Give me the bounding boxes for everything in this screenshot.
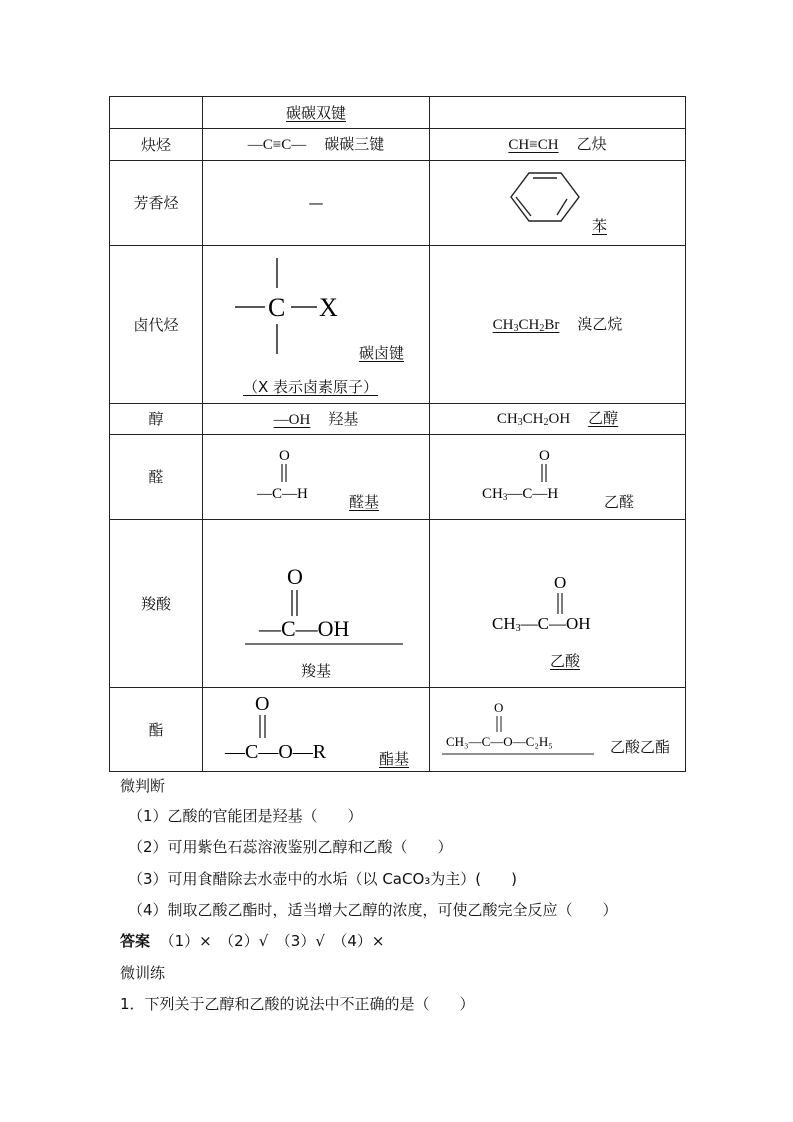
table-row bbox=[110, 246, 686, 404]
acetaldehyde-structure bbox=[430, 435, 685, 519]
example-name: 乙酸 bbox=[550, 652, 581, 670]
answer-label: 答案 bbox=[120, 932, 151, 950]
judge-item-1: （1）乙酸的官能团是羟基（ ） bbox=[128, 807, 363, 825]
example-cell bbox=[430, 246, 686, 404]
oxygen-atom: O bbox=[279, 448, 290, 464]
example-name: 苯 bbox=[592, 217, 608, 235]
example-cell bbox=[430, 688, 686, 772]
table-row bbox=[110, 688, 686, 772]
table-row bbox=[110, 129, 686, 161]
practice-heading: 微训练 bbox=[120, 964, 166, 982]
table-row bbox=[110, 161, 686, 246]
functional-group-table bbox=[109, 96, 686, 772]
practice-question: 1．下列关于乙醇和乙酸的说法中不正确的是（ ） bbox=[120, 995, 475, 1013]
group-cell bbox=[203, 520, 430, 688]
example-cell bbox=[430, 404, 686, 435]
ethyl-acetate-structure bbox=[430, 688, 685, 771]
class-cell: 炔烃 bbox=[110, 129, 203, 161]
judge-item-4: （4）制取乙酸乙酯时，适当增大乙醇的浓度，可使乙酸完全反应（ ） bbox=[128, 901, 618, 919]
group-formula: —OH bbox=[273, 411, 311, 428]
carbon-atom: C bbox=[268, 293, 286, 322]
class-cell: 卤代烃 bbox=[110, 246, 203, 404]
class-cell: 酯 bbox=[110, 688, 203, 772]
group-name: 醛基 bbox=[349, 493, 380, 511]
group-name: 酯基 bbox=[379, 750, 410, 768]
table-row bbox=[110, 520, 686, 688]
group-name: 碳碳三键 bbox=[324, 135, 385, 153]
ester-chain: CH₃—C—O—C₂H₅ bbox=[446, 734, 553, 749]
answer-text: （1）× （2）√ （3）√ （4）× bbox=[159, 932, 385, 950]
table-row bbox=[110, 97, 686, 129]
group-name: 碳碳双键 bbox=[285, 103, 346, 122]
example-cell bbox=[430, 520, 686, 688]
oxygen-atom: O bbox=[539, 448, 550, 464]
group-cell bbox=[203, 129, 430, 161]
example-cell bbox=[430, 97, 686, 129]
example-name: 乙醛 bbox=[604, 493, 635, 511]
class-cell: 羧酸 bbox=[110, 520, 203, 688]
example-cell bbox=[430, 129, 686, 161]
table-row bbox=[110, 435, 686, 520]
group-formula: —C≡C— bbox=[247, 137, 307, 153]
ester-chain: —C—O—R bbox=[225, 741, 327, 763]
group-cell bbox=[203, 246, 430, 404]
methyl-label: CH3—C—H bbox=[482, 486, 559, 502]
judge-item-2: （2）可用紫色石蕊溶液鉴别乙醇和乙酸（ ） bbox=[128, 838, 453, 856]
class-cell: 醛 bbox=[110, 435, 203, 520]
carboxyl-chain: —C—OH bbox=[259, 616, 350, 641]
group-cell bbox=[203, 688, 430, 772]
aldehyde-chain: —C—H bbox=[257, 486, 308, 502]
group-name: 羧基 bbox=[301, 662, 332, 680]
methyl-label: CH3—C—OH bbox=[492, 614, 591, 634]
class-cell: 芳香烃 bbox=[110, 161, 203, 246]
group-note: （X 表示卤素原子） bbox=[243, 378, 379, 396]
judge-heading: 微判断 bbox=[120, 777, 166, 795]
oxygen-atom: O bbox=[554, 573, 567, 592]
group-name: 碳卤键 bbox=[359, 344, 405, 362]
example-name: 乙醇 bbox=[588, 409, 619, 427]
group-cell: — bbox=[203, 161, 430, 246]
example-name: 乙炔 bbox=[576, 135, 607, 153]
group-cell bbox=[203, 435, 430, 520]
group-cell bbox=[203, 404, 430, 435]
class-cell: 醇 bbox=[110, 404, 203, 435]
aldehyde-group-structure bbox=[203, 435, 429, 519]
example-formula: $CH_3CH_2Br$ bbox=[492, 316, 560, 334]
example-formula: $CH_3CH_2OH$ bbox=[496, 411, 571, 428]
oxygen-atom: O bbox=[494, 700, 504, 715]
example-formula: CH≡CH bbox=[508, 137, 559, 153]
example-cell bbox=[430, 435, 686, 520]
halogen-atom: X bbox=[319, 293, 338, 322]
class-cell bbox=[110, 97, 203, 129]
example-cell bbox=[430, 161, 686, 246]
example-name: 乙酸乙酯 bbox=[610, 738, 671, 756]
benzene-structure bbox=[430, 161, 685, 245]
oxygen-atom: O bbox=[287, 564, 303, 589]
table-row bbox=[110, 404, 686, 435]
answer-line bbox=[120, 930, 385, 951]
group-name: 羟基 bbox=[328, 409, 359, 428]
example-name: 溴乙烷 bbox=[577, 314, 623, 333]
group-cell bbox=[203, 97, 430, 129]
judge-item-3: （3）可用食醋除去水壶中的水垢（以 CaCO₃为主）( ) bbox=[128, 870, 517, 888]
oxygen-atom: O bbox=[255, 693, 270, 715]
